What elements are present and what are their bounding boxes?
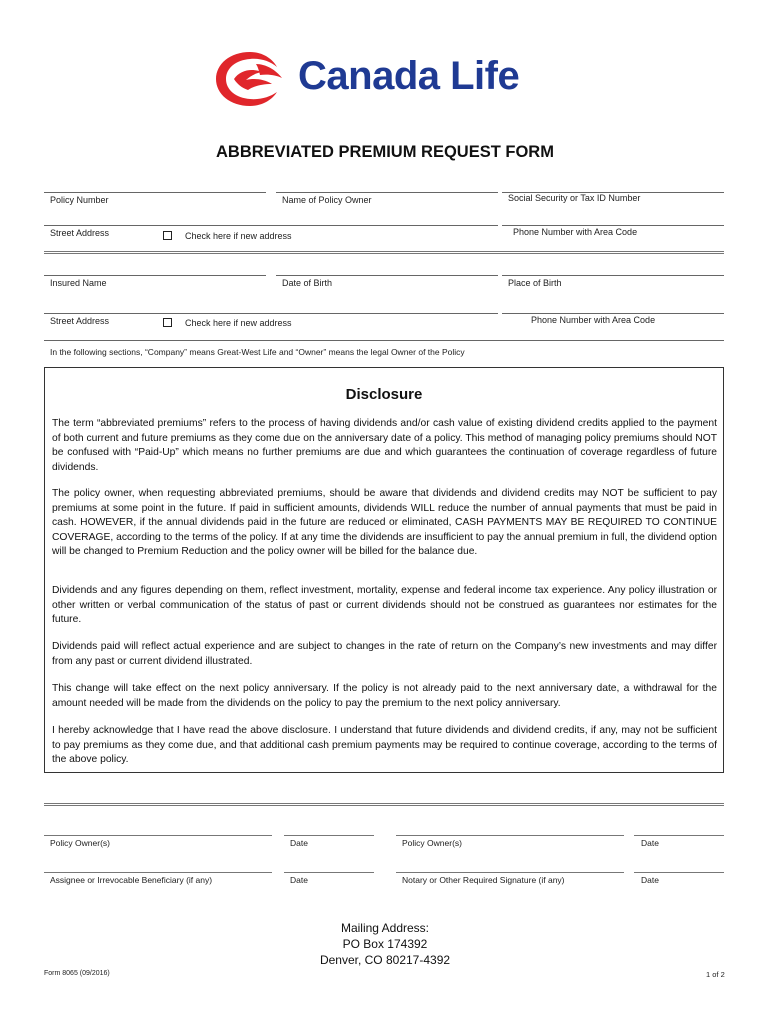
pob-field[interactable]: Place of Birth: [508, 278, 562, 288]
assignee-signature-field[interactable]: Assignee or Irrevocable Beneficiary (if any): [50, 875, 213, 885]
policy-number-field[interactable]: Policy Number: [50, 195, 109, 205]
policy-number-line: [44, 192, 266, 193]
date-field-4[interactable]: Date: [641, 875, 659, 885]
date-line-4: [634, 872, 724, 873]
owner-new-address-checkbox[interactable]: [163, 231, 172, 240]
insured-phone-field[interactable]: Phone Number with Area Code: [531, 315, 656, 325]
notary-signature-line: [396, 872, 624, 873]
date-field-3[interactable]: Date: [290, 875, 308, 885]
insured-street-field[interactable]: Street Address: [50, 316, 110, 326]
mailing-address: [0, 920, 770, 968]
canada-life-logo-icon: [210, 48, 292, 110]
owner-signature-field-2[interactable]: Policy Owner(s): [402, 838, 462, 848]
disclosure-paragraph: I hereby acknowledge that I have read the above disclosure. I understand that future dividends and dividend credits, if any, may not be sufficient to pay premiums as they come due, and that additional cash premium payments may be required to continue coverage, according to the terms of the above policy.: [52, 725, 717, 765]
form-number: Form 8065 (09/2016): [44, 970, 110, 977]
pob-line: [502, 275, 724, 276]
assignee-signature-line: [44, 872, 272, 873]
ssn-field[interactable]: Social Security or Tax ID Number: [508, 193, 641, 203]
mailing-city: Denver, CO 80217-4392: [319, 953, 451, 967]
mailing-po-box: PO Box 174392: [342, 937, 428, 951]
page-number: 1 of 2: [706, 970, 725, 979]
owner-name-line: [276, 192, 498, 193]
insured-new-address-label: Check here if new address: [185, 318, 292, 328]
brand-name: Canada Life: [298, 54, 520, 98]
date-line-2: [634, 835, 724, 836]
owner-name-field[interactable]: Name of Policy Owner: [282, 195, 372, 205]
owner-street-field[interactable]: Street Address: [50, 228, 110, 238]
insured-name-line: [44, 275, 266, 276]
notary-signature-field[interactable]: Notary or Other Required Signature (if any): [402, 875, 565, 885]
disclosure-paragraph: Dividends and any figures depending on them, reflect investment, mortality, expense and federal income tax experience. Any policy illustration or other written or verbal communication of the status of past or current dividends should not be construed as guarantees nor estimates for the future.: [52, 585, 717, 625]
date-line-3: [284, 872, 374, 873]
owner-new-address-label: Check here if new address: [185, 231, 292, 241]
disclosure-paragraph: The policy owner, when requesting abbreviated premiums, should be aware that dividends and dividend credits may NOT be sufficient to pay premiums at some point in the future. If paid in sufficient amounts, dividends WILL reduce the number of annual payments that must be paid in cash. HOWEVER, if the annual dividends paid in the future are reduced or eliminated, CASH PAYMENTS MAY BE REQUIRED TO CONTINUE COVERAGE, according to the terms of the policy. If at any time the dividends are insufficient to pay the annual premium in full, the dividend option will be changed to Premium Reduction and the policy owner will be billed for the balance due.: [52, 488, 717, 557]
mailing-address-heading: Mailing Address:: [340, 921, 430, 935]
owner-signature-field-1[interactable]: Policy Owner(s): [50, 838, 110, 848]
owner-phone-line: [502, 225, 724, 226]
insured-street-line: [44, 313, 498, 314]
insured-phone-line: [502, 313, 724, 314]
signature-divider: [44, 803, 724, 806]
dob-field[interactable]: Date of Birth: [282, 278, 333, 288]
dob-line: [276, 275, 498, 276]
owner-signature-line-1: [44, 835, 272, 836]
date-field-2[interactable]: Date: [641, 838, 659, 848]
insured-name-field[interactable]: Insured Name: [50, 278, 107, 288]
form-title: ABBREVIATED PREMIUM REQUEST FORM: [216, 143, 554, 161]
note-divider: [44, 340, 724, 341]
disclosure-title: Disclosure: [345, 386, 423, 403]
disclosure-paragraph: This change will take effect on the next policy anniversary. If the policy is not already paid to the next anniversary date, a withdrawal for the amount needed will be made from the dividends on the policy to pay the premium to the next policy anniversary.: [52, 683, 717, 709]
owner-phone-field[interactable]: Phone Number with Area Code: [513, 227, 638, 237]
date-line-1: [284, 835, 374, 836]
date-field-1[interactable]: Date: [290, 838, 308, 848]
definitions-note: In the following sections, “Company” means Great-West Life and “Owner” means the legal Owner of the Policy: [50, 347, 465, 357]
disclosure-paragraph: The term “abbreviated premiums” refers to the process of having dividends and/or cash value of existing dividend credits applied to the payment of both current and future premiums as they come due on the anniversary date of a policy. This method of managing policy premiums should NOT be confused with “Paid-Up” which means no further premiums are due and which guarantees the continuation of coverage regardless of future dividends.: [52, 418, 717, 473]
owner-street-line: [44, 225, 498, 226]
section-divider: [44, 251, 724, 254]
disclosure-paragraph: Dividends paid will reflect actual experience and are subject to changes in the rate of return on the Company’s new investments and may differ from any past or current dividend illustrated.: [52, 641, 717, 667]
insured-new-address-checkbox[interactable]: [163, 318, 172, 327]
owner-signature-line-2: [396, 835, 624, 836]
